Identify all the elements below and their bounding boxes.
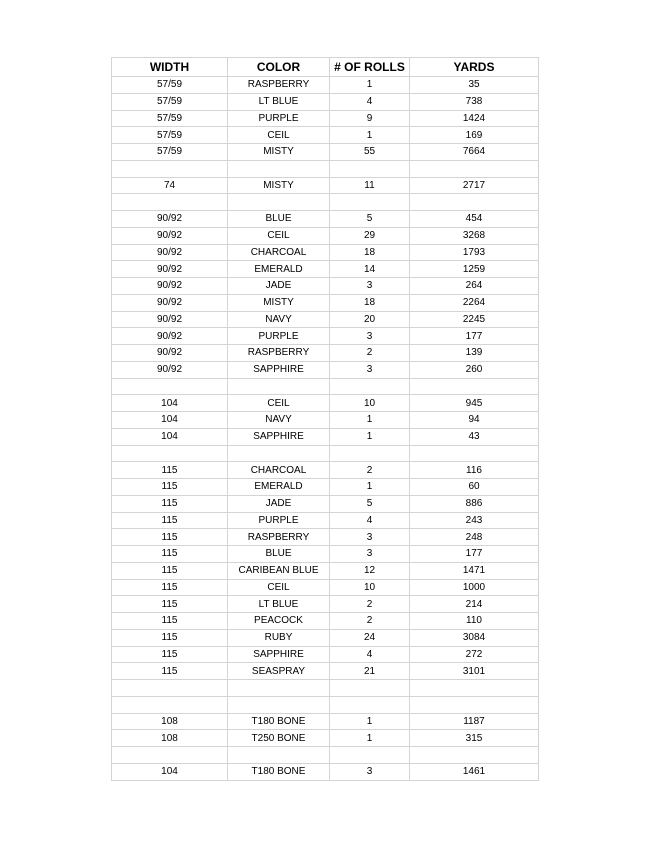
rolls-cell: 10 [330,579,410,596]
rolls-cell [330,747,410,764]
color-cell: PURPLE [228,328,330,345]
width-cell: 90/92 [112,278,228,295]
color-cell: MISTY [228,144,330,161]
width-cell: 104 [112,763,228,780]
width-cell: 108 [112,730,228,747]
rolls-cell: 3 [330,361,410,378]
width-cell: 115 [112,646,228,663]
color-cell: PEACOCK [228,613,330,630]
color-cell [228,445,330,462]
yards-cell: 2245 [410,311,539,328]
table-row [112,177,539,194]
table-row [112,77,539,94]
yards-cell: 243 [410,512,539,529]
rolls-cell: 2 [330,613,410,630]
table-row [112,428,539,445]
yards-cell [410,445,539,462]
yards-cell: 60 [410,479,539,496]
width-cell [112,194,228,211]
yards-cell [410,378,539,395]
table-row [112,479,539,496]
rolls-cell: 1 [330,412,410,429]
yards-cell [410,194,539,211]
width-cell: 115 [112,546,228,563]
rolls-cell: 3 [330,328,410,345]
rolls-cell: 3 [330,278,410,295]
color-cell: NAVY [228,412,330,429]
table-row [112,562,539,579]
yards-cell: 315 [410,730,539,747]
rolls-cell: 9 [330,110,410,127]
yards-cell: 177 [410,328,539,345]
yards-cell: 1259 [410,261,539,278]
width-cell: 90/92 [112,294,228,311]
table-row [112,294,539,311]
header-row [112,58,539,77]
table-row [112,261,539,278]
rolls-cell [330,680,410,697]
width-cell: 115 [112,479,228,496]
yards-cell [410,747,539,764]
table-row [112,730,539,747]
color-cell: T180 BONE [228,763,330,780]
width-cell: 104 [112,428,228,445]
table-row [112,110,539,127]
yards-cell: 2264 [410,294,539,311]
yards-cell: 169 [410,127,539,144]
yards-cell [410,160,539,177]
header-color: COLOR [228,58,330,77]
rolls-cell [330,378,410,395]
yards-cell [410,680,539,697]
yards-cell: 1000 [410,579,539,596]
rolls-cell: 21 [330,663,410,680]
color-cell: MISTY [228,294,330,311]
width-cell: 90/92 [112,328,228,345]
color-cell: BLUE [228,211,330,228]
width-cell: 90/92 [112,261,228,278]
yards-cell: 1793 [410,244,539,261]
rolls-cell: 5 [330,211,410,228]
yards-cell: 3084 [410,629,539,646]
color-cell [228,194,330,211]
width-cell: 74 [112,177,228,194]
yards-cell: 35 [410,77,539,94]
color-cell [228,747,330,764]
table-row [112,244,539,261]
color-cell: SAPPHIRE [228,361,330,378]
yards-cell: 272 [410,646,539,663]
table-row [112,529,539,546]
rolls-cell [330,194,410,211]
yards-cell: 945 [410,395,539,412]
color-cell: T180 BONE [228,713,330,730]
rolls-cell: 18 [330,294,410,311]
table-row [112,462,539,479]
yards-cell: 2717 [410,177,539,194]
width-cell: 115 [112,462,228,479]
table-row [112,663,539,680]
width-cell: 57/59 [112,110,228,127]
rolls-cell: 2 [330,345,410,362]
rolls-cell: 1 [330,479,410,496]
width-cell: 115 [112,495,228,512]
color-cell [228,696,330,713]
table-row [112,194,539,211]
yards-cell: 3101 [410,663,539,680]
color-cell: PURPLE [228,110,330,127]
table-row [112,546,539,563]
yards-cell: 139 [410,345,539,362]
table-header [112,58,539,77]
rolls-cell: 12 [330,562,410,579]
width-cell [112,378,228,395]
yards-cell: 264 [410,278,539,295]
rolls-cell: 4 [330,646,410,663]
color-cell: RASPBERRY [228,345,330,362]
yards-cell: 738 [410,93,539,110]
inventory-table [111,57,539,781]
rolls-cell: 55 [330,144,410,161]
width-cell [112,680,228,697]
yards-cell: 260 [410,361,539,378]
color-cell [228,680,330,697]
width-cell: 104 [112,395,228,412]
table-row [112,579,539,596]
color-cell: NAVY [228,311,330,328]
rolls-cell: 1 [330,713,410,730]
width-cell: 115 [112,529,228,546]
rolls-cell: 1 [330,730,410,747]
color-cell [228,160,330,177]
table-body [112,77,539,781]
rolls-cell: 1 [330,77,410,94]
table-row [112,412,539,429]
color-cell: JADE [228,278,330,295]
color-cell: SEASPRAY [228,663,330,680]
rolls-cell: 14 [330,261,410,278]
yards-cell: 1471 [410,562,539,579]
rolls-cell: 3 [330,546,410,563]
table-row [112,495,539,512]
yards-cell: 116 [410,462,539,479]
color-cell: T250 BONE [228,730,330,747]
table-row [112,445,539,462]
table-row [112,763,539,780]
header-yards: YARDS [410,58,539,77]
table-row [112,160,539,177]
width-cell: 115 [112,512,228,529]
table-row [112,328,539,345]
color-cell: CHARCOAL [228,462,330,479]
table-row [112,144,539,161]
yards-cell: 214 [410,596,539,613]
color-cell: RASPBERRY [228,529,330,546]
header-rolls: # OF ROLLS [330,58,410,77]
yards-cell: 1461 [410,763,539,780]
rolls-cell: 3 [330,529,410,546]
table-row [112,227,539,244]
rolls-cell: 5 [330,495,410,512]
rolls-cell: 24 [330,629,410,646]
width-cell: 90/92 [112,361,228,378]
width-cell: 115 [112,629,228,646]
rolls-cell: 18 [330,244,410,261]
rolls-cell: 29 [330,227,410,244]
yards-cell: 248 [410,529,539,546]
color-cell: RASPBERRY [228,77,330,94]
table-row [112,93,539,110]
rolls-cell: 2 [330,596,410,613]
color-cell: MISTY [228,177,330,194]
width-cell: 57/59 [112,144,228,161]
rolls-cell: 10 [330,395,410,412]
color-cell: CEIL [228,227,330,244]
rolls-cell: 4 [330,93,410,110]
rolls-cell: 1 [330,127,410,144]
width-cell: 90/92 [112,227,228,244]
width-cell: 115 [112,613,228,630]
rolls-cell [330,160,410,177]
color-cell: SAPPHIRE [228,646,330,663]
rolls-cell: 1 [330,428,410,445]
width-cell: 115 [112,663,228,680]
width-cell [112,160,228,177]
color-cell: SAPPHIRE [228,428,330,445]
table-row [112,646,539,663]
color-cell: JADE [228,495,330,512]
table-row [112,596,539,613]
yards-cell: 3268 [410,227,539,244]
table-row [112,378,539,395]
table-row [112,747,539,764]
width-cell: 90/92 [112,345,228,362]
rolls-cell [330,445,410,462]
table-row [112,629,539,646]
width-cell [112,445,228,462]
yards-cell: 177 [410,546,539,563]
table-row [112,613,539,630]
table-row [112,696,539,713]
rolls-cell: 20 [330,311,410,328]
width-cell [112,747,228,764]
width-cell: 90/92 [112,211,228,228]
yards-cell: 1187 [410,713,539,730]
yards-cell [410,696,539,713]
yards-cell: 110 [410,613,539,630]
color-cell: CHARCOAL [228,244,330,261]
yards-cell: 886 [410,495,539,512]
yards-cell: 454 [410,211,539,228]
width-cell: 115 [112,579,228,596]
color-cell: BLUE [228,546,330,563]
width-cell: 115 [112,596,228,613]
table-row [112,127,539,144]
width-cell: 90/92 [112,311,228,328]
table-row [112,311,539,328]
color-cell [228,378,330,395]
table-row [112,680,539,697]
width-cell: 115 [112,562,228,579]
table-row [112,345,539,362]
rolls-cell: 11 [330,177,410,194]
header-width: WIDTH [112,58,228,77]
color-cell: CARIBEAN BLUE [228,562,330,579]
color-cell: EMERALD [228,479,330,496]
table-row [112,211,539,228]
yards-cell: 7664 [410,144,539,161]
color-cell: CEIL [228,395,330,412]
table-row [112,512,539,529]
width-cell: 57/59 [112,127,228,144]
color-cell: RUBY [228,629,330,646]
width-cell: 108 [112,713,228,730]
rolls-cell: 4 [330,512,410,529]
table-row [112,713,539,730]
table-row [112,395,539,412]
color-cell: LT BLUE [228,93,330,110]
width-cell: 57/59 [112,77,228,94]
rolls-cell: 3 [330,763,410,780]
table-row [112,361,539,378]
color-cell: CEIL [228,127,330,144]
color-cell: EMERALD [228,261,330,278]
color-cell: CEIL [228,579,330,596]
rolls-cell: 2 [330,462,410,479]
color-cell: PURPLE [228,512,330,529]
color-cell: LT BLUE [228,596,330,613]
width-cell [112,696,228,713]
width-cell: 57/59 [112,93,228,110]
yards-cell: 1424 [410,110,539,127]
table-row [112,278,539,295]
width-cell: 104 [112,412,228,429]
width-cell: 90/92 [112,244,228,261]
yards-cell: 43 [410,428,539,445]
rolls-cell [330,696,410,713]
yards-cell: 94 [410,412,539,429]
